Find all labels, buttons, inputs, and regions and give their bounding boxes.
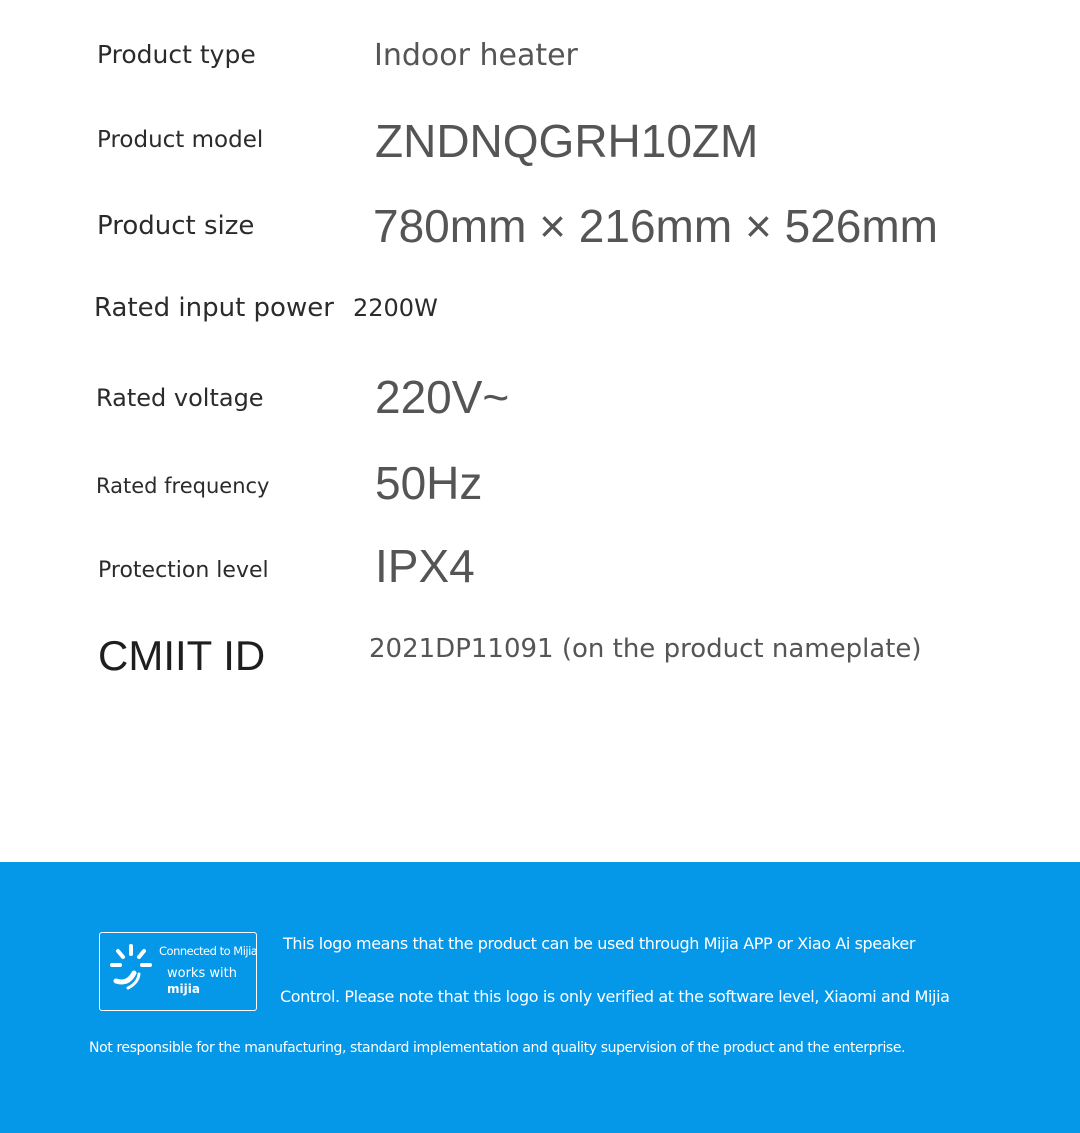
- footer-text-line-1: This logo means that the product can be used through Mijia APP or Xiao Ai speaker: [283, 934, 916, 953]
- spec-value-product-type: Indoor heater: [374, 38, 578, 73]
- spec-label-product-size: Product size: [97, 211, 255, 241]
- spec-label-rated-voltage: Rated voltage: [96, 384, 264, 412]
- footer-text-line-2: Control. Please note that this logo is only verified at the software level, Xiaomi and Mijia: [280, 987, 950, 1006]
- spec-value-rated-frequency: 50Hz: [375, 457, 483, 509]
- spec-label-product-model: Product model: [97, 127, 264, 153]
- spec-label-rated-frequency: Rated frequency: [96, 474, 270, 498]
- badge-connected-text: Connected to Mijia: [159, 944, 258, 958]
- spec-value-cmiit-id: 2021DP11091 (on the product nameplate): [369, 634, 922, 664]
- spec-value-product-size: 780mm × 216mm × 526mm: [373, 200, 939, 252]
- spec-value-rated-voltage: 220V~: [375, 371, 510, 423]
- spec-label-protection-level: Protection level: [98, 558, 269, 583]
- spec-value-protection-level: IPX4: [375, 540, 475, 592]
- badge-mijia-brand: mijia: [167, 982, 200, 996]
- spec-label-cmiit-id: CMIIT ID: [98, 632, 266, 679]
- spec-value-rated-input-power: 2200W: [353, 294, 438, 322]
- works-with-mijia-badge: [99, 932, 257, 1011]
- spec-label-rated-input-power: Rated input power: [94, 293, 334, 323]
- mijia-sun-icon: [108, 941, 154, 991]
- spec-label-product-type: Product type: [97, 40, 256, 69]
- footer-text-line-3: Not responsible for the manufacturing, standard implementation and quality supervision of the product and the enterprise.: [89, 1040, 906, 1056]
- badge-works-with-text: works with: [167, 966, 237, 981]
- spec-value-product-model: ZNDNQGRH10ZM: [375, 115, 759, 167]
